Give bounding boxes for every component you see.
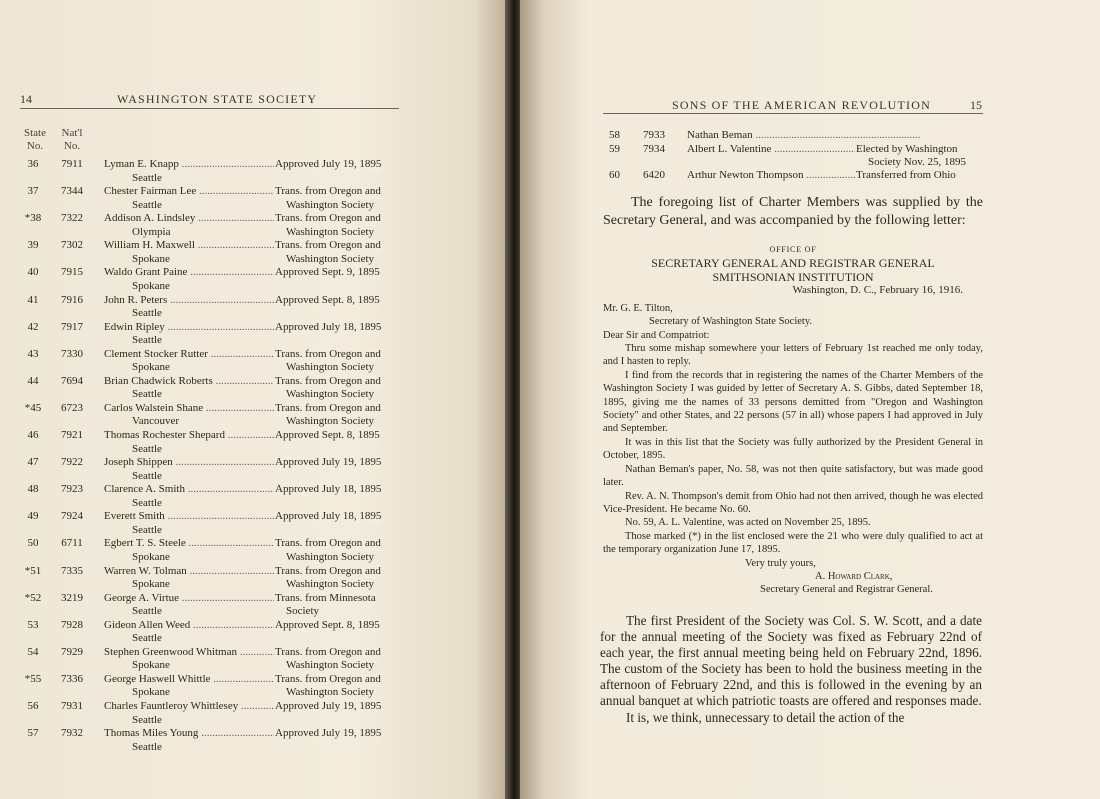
national-number: 7336 xyxy=(61,672,83,685)
member-city: Spokane xyxy=(132,550,170,563)
national-number: 7322 xyxy=(61,212,83,225)
member-status: Approved July 18, 1895 xyxy=(275,510,382,523)
member-status-continued: Washington Society xyxy=(286,361,375,374)
national-number: 7344 xyxy=(61,185,83,198)
national-number: 7931 xyxy=(61,700,83,712)
member-status: Trans. from Oregon and xyxy=(275,672,381,685)
member-name: Chester Fairman Lee ..... xyxy=(104,185,274,199)
state-number: 53 xyxy=(27,618,39,631)
member-status: Trans. from Oregon and xyxy=(275,401,381,414)
member-city: Spokane xyxy=(132,279,170,292)
member-city: Seattle xyxy=(132,632,162,645)
member-status: Transferred from Ohio xyxy=(856,169,956,181)
member-status: Trans. from Oregon and xyxy=(275,537,381,550)
member-city: Spokane xyxy=(132,659,170,672)
letter-salutation: Dear Sir and Compatriot: xyxy=(603,329,710,341)
letter-office-title: SECRETARY GENERAL AND REGISTRAR GENERAL xyxy=(651,256,935,271)
member-status: Approved July 19, 1895 xyxy=(275,700,382,712)
national-number: 7924 xyxy=(61,510,83,523)
member-status-continued: Society Nov. 25, 1895 xyxy=(868,156,966,168)
national-number: 7928 xyxy=(61,618,83,631)
state-number: 41 xyxy=(27,293,39,306)
state-number: 54 xyxy=(27,645,39,658)
member-status: Approved July 19, 1895 xyxy=(275,158,382,170)
member-city: Seattle xyxy=(132,469,162,482)
state-number: 60 xyxy=(609,169,620,181)
member-name: Carlos Walstein Shane ..... xyxy=(104,402,274,416)
national-number: 7694 xyxy=(61,374,83,387)
member-status: Approved Sept. 8, 1895 xyxy=(275,429,380,441)
letter-paragraph: No. 59, A. L. Valentine, was acted on November 25, 1895. xyxy=(625,517,871,529)
member-status: Trans. from Oregon and xyxy=(275,239,381,252)
member-city: Seattle xyxy=(132,496,162,509)
left-head-rule xyxy=(20,108,399,109)
member-name: Thomas Rochester Shepard ..... xyxy=(104,429,274,443)
member-status: Trans. from Minnesota xyxy=(275,591,376,604)
member-city: Seattle xyxy=(132,198,162,211)
member-city: Spokane xyxy=(132,361,170,374)
member-city: Seattle xyxy=(132,713,162,726)
history-paragraph: It is, we think, unnecessary to detail the action of the xyxy=(626,709,905,725)
national-number: 7932 xyxy=(61,727,83,740)
member-name: John R. Peters ..... xyxy=(104,294,274,308)
state-number: 43 xyxy=(27,347,39,360)
letter-closing: Very truly yours, xyxy=(745,557,816,569)
state-number: *55 xyxy=(24,672,42,685)
state-number: 40 xyxy=(27,266,39,279)
letter-signature: A. Howard Clark, xyxy=(815,570,893,582)
member-city: Seattle xyxy=(132,523,162,536)
national-number: 7330 xyxy=(61,347,83,360)
member-name: Thomas Miles Young ..... xyxy=(104,727,274,741)
state-number: 44 xyxy=(27,374,39,387)
member-name: Lyman E. Knapp ..... xyxy=(104,158,274,172)
state-number: *52 xyxy=(24,591,42,604)
member-name: Everett Smith ..... xyxy=(104,510,274,524)
member-status: Approved Sept. 8, 1895 xyxy=(275,618,380,631)
national-number: 7929 xyxy=(61,645,83,658)
national-number: 7922 xyxy=(61,456,83,469)
member-status-continued: Washington Society xyxy=(286,550,375,563)
member-name: Joseph Shippen ..... xyxy=(104,456,274,470)
national-number: 7923 xyxy=(61,483,83,496)
member-name: Addison A. Lindsley ..... xyxy=(104,212,274,226)
letter-addressee: Mr. G. E. Tilton, xyxy=(603,302,673,314)
member-name: George Haswell Whittle ..... xyxy=(104,673,274,687)
member-status: Approved July 18, 1895 xyxy=(275,320,382,333)
national-number: 6420 xyxy=(643,169,665,181)
state-no-header: State No. xyxy=(24,127,46,152)
member-name: Arthur Newton Thompson ..... xyxy=(687,169,855,183)
right-page-number: 15 xyxy=(970,98,982,112)
state-number: 50 xyxy=(27,537,39,550)
member-city: Seattle xyxy=(132,605,162,618)
state-number: 42 xyxy=(27,320,39,333)
left-page-number: 14 xyxy=(20,92,32,106)
member-status-continued: Washington Society xyxy=(286,578,375,590)
state-number: *51 xyxy=(24,564,42,577)
member-name: Albert L. Valentine ..... xyxy=(687,143,855,157)
national-number: 7917 xyxy=(61,320,83,333)
member-status-continued: Washington Society xyxy=(286,686,375,699)
state-number: 48 xyxy=(27,483,39,496)
state-number: 57 xyxy=(27,727,39,740)
member-name: Warren W. Tolman ..... xyxy=(104,565,274,579)
member-status-continued: Washington Society xyxy=(286,659,375,672)
letter-institution: SMITHSONIAN INSTITUTION xyxy=(712,270,874,285)
right-running-head: SONS OF THE AMERICAN REVOLUTION xyxy=(672,98,931,112)
member-city: Spokane xyxy=(132,686,170,699)
national-number: 7916 xyxy=(61,293,83,306)
letter-paragraph: Nathan Beman's paper, No. 58, was not then quite satisfactory, but was made good later. xyxy=(603,463,983,489)
letter-paragraph: Thru some mishap somewhere your letters of February 1st reached me only today, and I hasten to reply. xyxy=(603,343,983,368)
state-number: 56 xyxy=(27,700,39,712)
society-history-text xyxy=(600,613,982,726)
state-number: 49 xyxy=(27,510,39,523)
national-number: 7934 xyxy=(643,142,665,155)
national-number: 7911 xyxy=(61,158,83,170)
state-number: 36 xyxy=(27,158,39,170)
member-city: Seattle xyxy=(132,171,162,184)
national-no-header: Nat'l No. xyxy=(61,127,83,152)
member-name: Charles Fauntleroy Whittlesey ..... xyxy=(104,700,274,714)
member-name: William H. Maxwell ..... xyxy=(104,239,274,253)
state-number: 58 xyxy=(609,129,620,141)
history-paragraph: The first President of the Society was Col. S. W. Scott, and a date for the annual meeting of the Society was fixed as February 22nd of each year, the first annual meeting being held on February 22nd, 1896. The custom of the Society has been to hold the business meeting in the afternoon of February 22nd, and this is followed in the evening by an annual banquet at which patriotic toasts are offered and responses made. xyxy=(600,613,982,709)
letter-office-of: OFFICE OF xyxy=(769,245,817,254)
member-city: Seattle xyxy=(132,334,162,347)
letter-addressee-title: Secretary of Washington State Society. xyxy=(649,316,813,328)
member-status-continued: Washington Society xyxy=(286,415,375,428)
member-status: Trans. from Oregon and xyxy=(275,347,381,360)
member-name: Gideon Allen Weed ..... xyxy=(104,619,274,633)
member-status: Approved Sept. 9, 1895 xyxy=(275,266,380,279)
national-number: 6711 xyxy=(61,537,83,550)
state-number: 47 xyxy=(27,456,39,469)
left-running-head: WASHINGTON STATE SOCIETY xyxy=(117,92,318,106)
member-name: Clarence A. Smith ..... xyxy=(104,483,274,497)
member-city: Seattle xyxy=(132,442,162,455)
member-city: Spokane xyxy=(132,578,170,590)
member-status-continued: Washington Society xyxy=(286,252,375,265)
member-status: Trans. from Oregon and xyxy=(275,212,381,225)
member-status: Trans. from Oregon and xyxy=(275,374,381,387)
secretary-letter xyxy=(603,243,983,597)
letter-paragraph: It was in this list that the Society was fully authorized by the President General in October, 1895. xyxy=(603,436,983,462)
state-number: *45 xyxy=(24,401,42,414)
member-city: Vancouver xyxy=(132,415,180,428)
letter-place-date: Washington, D. C., February 16, 1916. xyxy=(792,284,963,297)
member-status: Trans. from Oregon and xyxy=(275,185,381,198)
national-number: 6723 xyxy=(61,401,83,414)
member-city: Olympia xyxy=(132,225,171,238)
national-number: 7915 xyxy=(61,266,83,279)
letter-paragraph: Rev. A. N. Thompson's demit from Ohio had not then arrived, though he was elected Vice-President. He became No. 60. xyxy=(603,490,983,515)
member-status: Approved July 19, 1895 xyxy=(275,727,382,740)
member-city: Seattle xyxy=(132,307,162,319)
member-status-continued: Washington Society xyxy=(286,225,375,238)
national-number: 7302 xyxy=(61,239,83,252)
state-number: 46 xyxy=(27,429,39,441)
national-number: 3219 xyxy=(61,591,83,604)
state-number: 59 xyxy=(609,142,620,155)
member-status: Approved Sept. 8, 1895 xyxy=(275,293,380,306)
member-status: Approved July 18, 1895 xyxy=(275,483,382,496)
member-name: Egbert T. S. Steele ..... xyxy=(104,537,274,551)
member-status-continued: Washington Society xyxy=(286,198,375,211)
member-status: Approved July 19, 1895 xyxy=(275,456,382,469)
state-number: 39 xyxy=(27,239,39,252)
national-number: 7335 xyxy=(61,564,83,577)
national-number: 7933 xyxy=(643,129,665,141)
member-city: Seattle xyxy=(132,388,162,401)
letter-paragraph: Those marked (*) in the list enclosed were the 21 who were duly qualified to act at the temporary organization June 17, 1895. xyxy=(603,530,983,556)
member-status: Trans. from Oregon and xyxy=(275,564,381,577)
letter-paragraph: I find from the records that in registering the names of the Charter Members of the Washington Society I was guided by letter of Secretary A. S. Gibbs, dated September 18, 1895, giving me the names of 33 persons demitted from "Oregon and Washington Society" and other States, and 22 persons (57 in all) whose papers I had approved in July and September. xyxy=(603,369,983,435)
member-status: Elected by Washington xyxy=(856,142,958,155)
intro-paragraph: The foregoing list of Charter Members was supplied by the Secretary General, and was accompanied by the following letter: xyxy=(603,195,983,228)
member-name: Clement Stocker Rutter ..... xyxy=(104,348,274,362)
right-head-rule xyxy=(603,113,983,114)
member-name: Waldo Grant Paine ..... xyxy=(104,266,274,280)
member-city: Seattle xyxy=(132,740,162,753)
member-name: Stephen Greenwood Whitman ..... xyxy=(104,646,274,660)
national-number: 7921 xyxy=(61,429,83,441)
member-name: Nathan Beman ..... xyxy=(687,129,983,143)
letter-signature-title: Secretary General and Registrar General. xyxy=(760,584,933,596)
member-status-continued: Washington Society xyxy=(286,388,375,401)
member-status: Trans. from Oregon and xyxy=(275,645,381,658)
member-name: George A. Virtue ..... xyxy=(104,592,274,606)
state-number: 37 xyxy=(27,185,39,198)
member-name: Brian Chadwick Roberts ..... xyxy=(104,375,274,389)
member-status-continued: Society xyxy=(286,605,319,618)
state-number: *38 xyxy=(24,212,42,225)
member-city: Spokane xyxy=(132,252,170,265)
member-name: Edwin Ripley ..... xyxy=(104,321,274,335)
